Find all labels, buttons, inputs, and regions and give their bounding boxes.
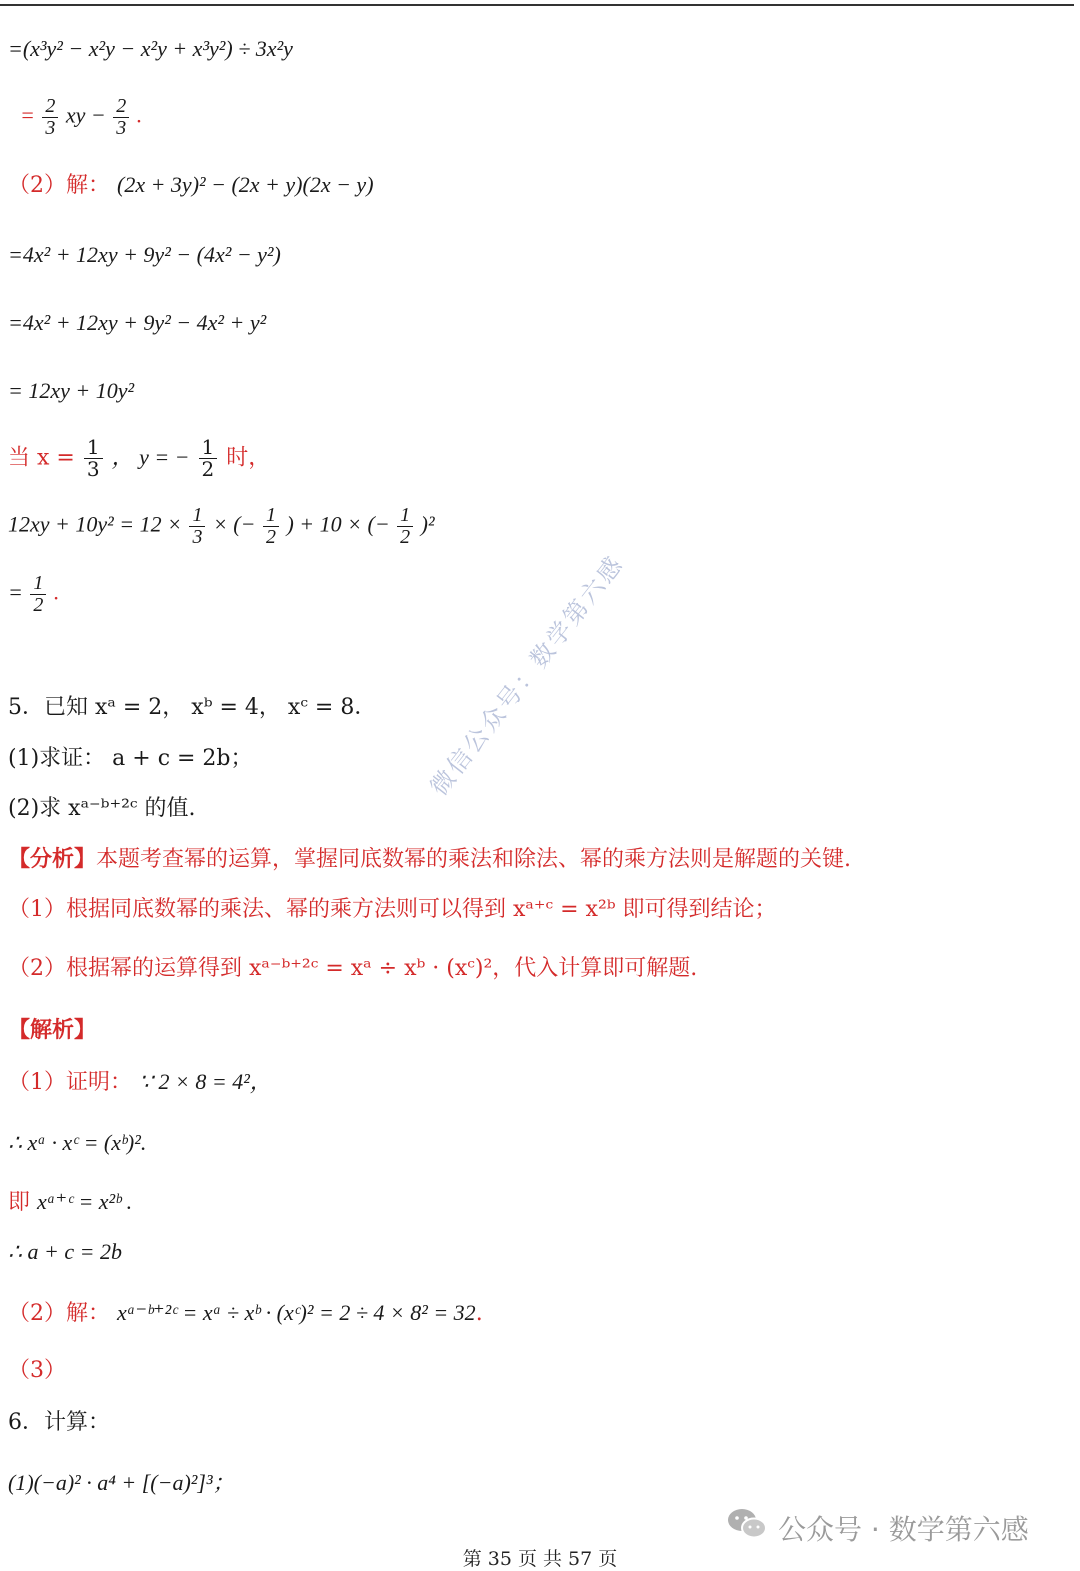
wechat-icon bbox=[726, 1506, 768, 1549]
part2-heading: （2）解： (2x + 3y)² − (2x + y)(2x − y) bbox=[8, 172, 374, 198]
proof-line-3: 即 xᵃ⁺ᶜ = x²ᵇ . bbox=[8, 1189, 133, 1215]
solution-tag: 【解析】 bbox=[8, 1017, 97, 1043]
analysis-line: 【分析】本题考查幂的运算，掌握同底数幂的乘法和除法、幂的乘方法则是解题的关键. bbox=[8, 846, 852, 872]
analysis-item-1: （1）根据同底数幂的乘法、幂的乘方法则可以得到 xᵃ⁺ᶜ = x²ᵇ 即可得到结论； bbox=[8, 897, 777, 922]
watermark-text: 微信公众号：数学第六感 bbox=[424, 549, 630, 801]
part-3-label: （3） bbox=[8, 1358, 66, 1383]
expr-line-4: =4x² + 12xy + 9y² − (4x² − y²) bbox=[8, 242, 281, 267]
proof-line-4: ∴ a + c = 2b bbox=[8, 1239, 122, 1264]
expr-line-9: = $\frac{1}{2}$ . bbox=[8, 572, 60, 616]
fraction: $\frac{2}{3}$ bbox=[113, 96, 129, 139]
analysis-tag: 【分析】 bbox=[8, 846, 97, 872]
question-5-part-2: (2)求 xᵃ⁻ᵇ⁺²ᶜ 的值. bbox=[8, 796, 196, 821]
question-6-part-1: (1)(−a)² · a⁴ + [(−a)²]³； bbox=[8, 1470, 235, 1495]
question-5-part-1: (1)求证： a + c = 2b； bbox=[8, 746, 253, 771]
top-rule bbox=[0, 4, 1074, 6]
fraction: $\frac{1}{2}$ bbox=[199, 437, 218, 480]
fraction: $\frac{2}{3}$ bbox=[42, 96, 58, 139]
expr-line-1: =(x³y² − x²y − x²y + x³y²) ÷ 3x²y bbox=[8, 36, 293, 61]
proof-line-2: ∴ xᵃ · xᶜ = (xᵇ)². bbox=[8, 1130, 147, 1155]
fraction: $\frac{1}{3}$ bbox=[189, 505, 205, 548]
analysis-item-2: （2）根据幂的运算得到 xᵃ⁻ᵇ⁺²ᶜ = xᵃ ÷ xᵇ · (xᶜ)²，代入计算即可解题. bbox=[8, 956, 698, 981]
expr-line-7: 当 x = $\frac{1}{3}$ ， y = − $\frac{1}{2}$ 时， bbox=[8, 435, 271, 481]
fraction: $\frac{1}{2}$ bbox=[263, 505, 279, 548]
expr-line-5: =4x² + 12xy + 9y² − 4x² + y² bbox=[8, 310, 267, 335]
proof-line-1: （1）证明： ∵ 2 × 8 = 4²， bbox=[8, 1069, 272, 1095]
page-footer: 第 35 页 共 57 页 bbox=[462, 1548, 618, 1570]
expr-line-2: = $\frac{2}{3}$ xy − $\frac{2}{3}$ . bbox=[20, 95, 143, 139]
question-5-stem: 5．已知 xᵃ = 2， xᵇ = 4， xᶜ = 8． bbox=[8, 695, 377, 720]
wechat-brand bbox=[726, 1506, 1029, 1549]
expr-line-6: = 12xy + 10y² bbox=[8, 378, 135, 403]
wechat-brand-label: 公众号 · 数学第六感 bbox=[778, 1512, 1029, 1546]
fraction: $\frac{1}{2}$ bbox=[30, 573, 46, 616]
question-6-stem: 6．计算： bbox=[8, 1410, 110, 1435]
fraction: $\frac{1}{2}$ bbox=[397, 505, 413, 548]
fraction: $\frac{1}{3}$ bbox=[84, 437, 103, 480]
expr-line-8: 12xy + 10y² = 12 × $\frac{1}{3}$ × (− $\frac{1}{2}$ ) + 10 × (− $\frac{1}{2}$ )² bbox=[8, 504, 435, 548]
solution-part-2: （2）解： xᵃ⁻ᵇ⁺²ᶜ = xᵃ ÷ xᵇ · (xᶜ)² = 2 ÷ 4 × 8² = 32. bbox=[8, 1300, 483, 1326]
